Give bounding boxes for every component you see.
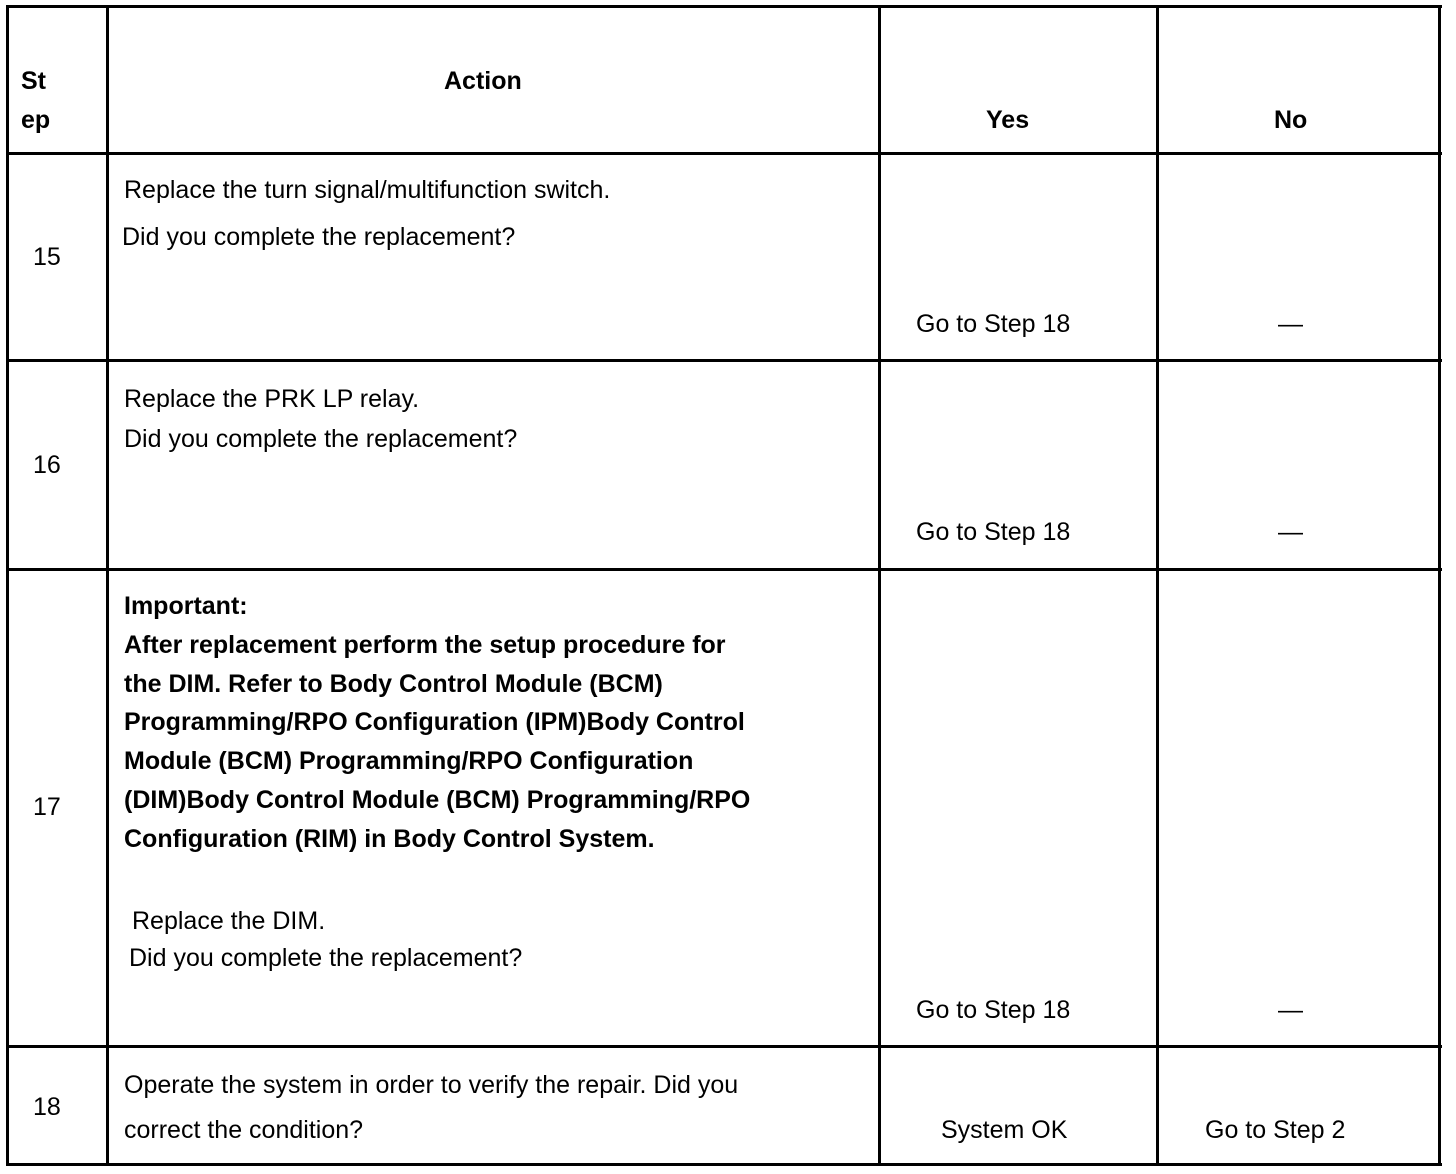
action-text: Replace the PRK LP relay.	[124, 385, 420, 413]
header-no: No	[1274, 106, 1308, 134]
row-divider	[6, 568, 1442, 571]
important-note-line: Programming/RPO Configuration (IPM)Body Control	[124, 708, 745, 737]
yes-result: Go to Step 18	[916, 310, 1071, 338]
action-text: Replace the turn signal/multifunction switch.	[124, 176, 611, 204]
step-number: 17	[33, 793, 61, 821]
no-result: —	[1278, 996, 1303, 1024]
column-divider-step-action	[106, 5, 109, 1166]
yes-result: System OK	[941, 1116, 1068, 1144]
action-text: Operate the system in order to verify the repair. Did you	[124, 1071, 739, 1099]
step-number: 15	[33, 243, 61, 271]
header-step-line2: ep	[21, 106, 51, 134]
step-number: 16	[33, 451, 61, 479]
action-text: Replace the DIM.	[132, 907, 326, 935]
header-action: Action	[444, 67, 522, 95]
important-note-line: Configuration (RIM) in Body Control System.	[124, 824, 655, 853]
table-border-left	[6, 5, 9, 1166]
column-divider-action-yes	[878, 5, 881, 1166]
no-result: Go to Step 2	[1205, 1116, 1346, 1144]
header-yes: Yes	[986, 106, 1030, 134]
action-question: correct the condition?	[124, 1116, 364, 1144]
step-number: 18	[33, 1093, 61, 1121]
table-border-right	[1438, 5, 1441, 1166]
important-note-heading: Important:	[124, 592, 248, 620]
yes-result: Go to Step 18	[916, 996, 1071, 1024]
yes-result: Go to Step 18	[916, 518, 1071, 546]
table-border-top	[6, 5, 1442, 8]
no-result: —	[1278, 518, 1303, 546]
important-note-line: the DIM. Refer to Body Control Module (BCM)	[124, 669, 663, 698]
row-divider	[6, 1045, 1442, 1048]
table-border-bottom	[6, 1163, 1442, 1166]
important-note	[124, 587, 844, 859]
important-note-line: Module (BCM) Programming/RPO Configuration	[124, 747, 694, 776]
header-divider	[6, 152, 1442, 155]
row-divider	[6, 359, 1442, 362]
no-result: —	[1278, 310, 1303, 338]
important-note-line: After replacement perform the setup procedure for	[124, 630, 726, 659]
header-step-line1: St	[21, 67, 46, 95]
column-divider-yes-no	[1156, 5, 1159, 1166]
action-question: Did you complete the replacement?	[129, 944, 523, 972]
action-question: Did you complete the replacement?	[124, 425, 518, 453]
important-note-line: (DIM)Body Control Module (BCM) Programming/RPO	[124, 785, 751, 814]
action-question: Did you complete the replacement?	[122, 223, 516, 251]
